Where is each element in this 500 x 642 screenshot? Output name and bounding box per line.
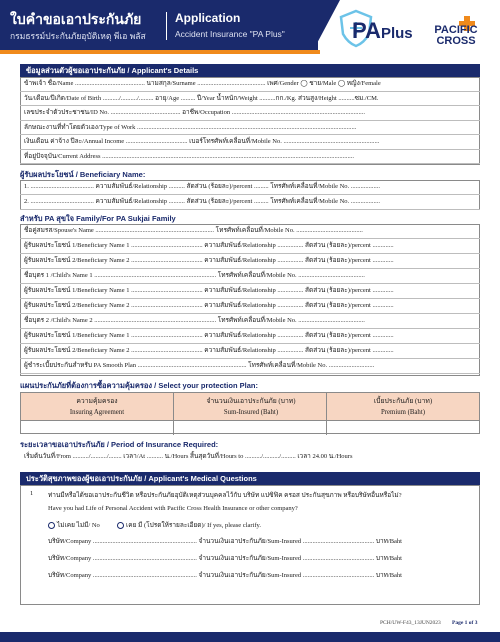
family-row-text: ผู้รับผลประโยชน์ 2/Beneficiary Name 2 ............................................ ความสัมพันธ์/Relationship ................ สัดส่วน (ร้อยละ)/percent ............. [24, 347, 394, 354]
family-spouse-row[interactable] [20, 224, 480, 239]
family-row-text: ชื่อบุตร 2 /Child's Name 2 ........................................................................... โทรศัพท์เคลื่อนที่/Mobile No. ......................................... [24, 317, 365, 324]
applicant-birth-row[interactable] [20, 92, 480, 107]
header [0, 0, 500, 68]
family-row[interactable] [20, 329, 480, 344]
family-title: สำหรับ PA สุขใจ Family/For PA Sukjai Family [20, 214, 176, 223]
question-english: Have you had Life of Personal Accident with Pacific Cross Health Insurance or other company? [48, 505, 298, 512]
period-row[interactable] [20, 450, 480, 465]
applicant-row-text: ข้าพเจ้า ชื่อ/Name ........................................... นามสกุล/Surname .......................................... เพศ/Gender ◯ ชาย/Male ◯ หญิง/Female [24, 80, 381, 87]
yes-label: เคย มี (โปรดให้รายละเอียด)/ If yes, please clarify. [126, 522, 261, 529]
plan-title: แผนประกันภัยที่ต้องการซื้อความคุ้มครอง / Select your protection Plan: [20, 381, 258, 390]
family-row-text: ชื่อบุตร 1 /Child's Name 1 ........................................................................... โทรศัพท์เคลื่อนที่/Mobile No. ......................................... [24, 272, 365, 279]
yes-radio-icon[interactable] [117, 522, 124, 529]
applicant-id-row[interactable] [20, 106, 480, 121]
company-row[interactable]: บริษัท/Company ................................................................ จำนวนเงินเอาประกันภัย/Sum-Insured ............................................ บาท/Baht [48, 538, 402, 545]
applicant-work-row[interactable] [20, 121, 480, 136]
logo-cross-text: CROSS [436, 35, 476, 47]
plan-col-divider [173, 393, 174, 435]
applicant-row-text: เลขประจำตัวประชาชน/ID No. ........................................... อาชีพ/Occupation .................................................................................. [24, 109, 365, 116]
plan-col1-thai: ความคุ้มครอง [76, 398, 118, 405]
applicant-name-row[interactable] [20, 77, 480, 92]
beneficiary-title: ผู้รับผลประโยชน์ / Beneficiary Name: [20, 170, 146, 179]
family-row-text: ผู้รับผลประโยชน์ 2/Beneficiary Name 2 ............................................ ความสัมพันธ์/Relationship ................ สัดส่วน (ร้อยละ)/percent ............. [24, 302, 394, 309]
plan-col2-english: Sum-Insured (Baht) [223, 409, 279, 416]
subtitle-thai: กรมธรรม์ประกันภัยอุบัติเหตุ พีเอ พลัส [10, 31, 146, 41]
subtitle-english: Accident Insurance "PA Plus" [175, 29, 285, 39]
medical-section-bar: ประวัติสุขภาพของผู้ขอเอาประกันภัย / Applicant's Medical Questions [20, 472, 480, 485]
logo-pa-text: PA [352, 18, 381, 43]
family-row-text: ผู้รับผลประโยชน์ 1/Beneficiary Name 1 ............................................ ความสัมพันธ์/Relationship ................ สัดส่วน (ร้อยละ)/percent ............. [24, 242, 394, 249]
plan-col1-english: Insuring Agreement [69, 409, 125, 416]
beneficiary-row-1[interactable] [20, 180, 480, 195]
family-payer-row[interactable] [20, 359, 480, 374]
form-code: PCH/UW-F43_13JUN2023 [380, 620, 441, 626]
family-row-text: ผู้รับผลประโยชน์ 1/Beneficiary Name 1 ............................................ ความสัมพันธ์/Relationship ................ สัดส่วน (ร้อยละ)/percent ............. [24, 332, 394, 339]
page-number: Page 1 of 3 [452, 620, 478, 626]
plan-col3-thai: เบี้ยประกันภัย (บาท) [373, 398, 433, 405]
applicant-address-row[interactable] [20, 150, 480, 165]
beneficiary-row-2[interactable] [20, 195, 480, 210]
family-row[interactable] [20, 299, 480, 314]
beneficiary-row-text: 2. ....................................... ความสัมพันธ์/Relationship .......... สัดส่วน (ร้อยละ)/percent ......... โทรศัพท์เคลื่อนที่/Mobile No. .................. [24, 198, 381, 205]
footer-band [0, 632, 500, 642]
applicant-section-bar: ข้อมูลส่วนตัวผู้ขอเอาประกันภัย / Applicant's Details [20, 64, 480, 77]
question-number: 1 [30, 490, 34, 497]
company-row[interactable]: บริษัท/Company ................................................................ จำนวนเงินเอาประกันภัย/Sum-Insured ............................................ บาท/Baht [48, 572, 402, 579]
family-row-text: ชื่อคู่สมรส/Spouse's Name ......................................................................... โทรศัพท์เคลื่อนที่/Mobile No. ......................................... [24, 227, 363, 234]
applicant-row-text: วัน/เดือน/ปีเกิด/Date of Birth ........../........../......... อายุ/Age ......... ปี/Year น้ำหนัก/Weight ..........กก./Kg. ส่วนสูง/Height ..........ซม./CM. [24, 94, 379, 102]
family-row[interactable] [20, 284, 480, 299]
family-row-text: ผู้รับผลประโยชน์ 2/Beneficiary Name 2 ............................................ ความสัมพันธ์/Relationship ................ สัดส่วน (ร้อยละ)/percent ............. [24, 257, 394, 264]
applicant-row-text: เงินเดือน ค่าจ้าง ปีละ/Annual Income ...................................... เบอร์โทรศัพท์เคลื่อนที่/Mobile No. ........................................................... [24, 138, 380, 145]
pa-plus-logo [352, 18, 413, 44]
pacific-cross-wordmark [421, 25, 491, 47]
applicant-row-text: ที่อยู่ปัจจุบัน/Current Address ........................................................................................................................................................... [24, 152, 355, 160]
question-thai: ท่านมีหรือได้ขอเอาประกันชีวิต หรือประกันภัยอุบัติเหตุส่วนบุคคลไว้กับ บริษัท แปซิฟิค ครอส ประกันสุขภาพ หรือบริษัทอื่นหรือไม่? [48, 492, 402, 499]
answer-options [48, 520, 261, 530]
period-row-text: เริ่มต้นวันที่/From ........../........../........ เวลา/At .......... น./Hours สิ้นสุดวันที่/Hours to ........../........../......... เวลา 24.00 น./Hours [24, 453, 353, 460]
title-thai: ใบคำขอเอาประกันภัย [10, 11, 142, 27]
title-english: Application [175, 11, 241, 25]
family-row-text: ผู้รับผลประโยชน์ 1/Beneficiary Name 1 ............................................ ความสัมพันธ์/Relationship ................ สัดส่วน (ร้อยละ)/percent ............. [24, 287, 394, 294]
applicant-income-row[interactable] [20, 135, 480, 150]
header-divider [166, 12, 167, 40]
applicant-row-text: ลักษณะงานที่ทำโดยตัวเอง/Type of Work ....................................................................................................................................... [24, 123, 357, 131]
plan-col3-english: Premium (Baht) [381, 409, 425, 416]
plan-table [20, 392, 480, 434]
family-row[interactable] [20, 344, 480, 359]
family-row[interactable] [20, 254, 480, 269]
period-title: ระยะเวลาขอเอาประกันภัย / Period of Insurance Required: [20, 440, 219, 449]
plan-col-divider [326, 393, 327, 435]
family-row-text: ผู้ชำระเบี้ยประกันสำหรับ PA Smooth Plan ................................................................... โทรศัพท์เคลื่อนที่/Mobile No. ............................ [24, 362, 375, 369]
family-child2-row[interactable] [20, 314, 480, 329]
logo-pacific-text: PACIFIC [434, 24, 478, 36]
family-row[interactable] [20, 239, 480, 254]
plan-col2-thai: จำนวนเงินเอาประกันภัย (บาท) [206, 398, 296, 405]
beneficiary-row-text: 1. ....................................... ความสัมพันธ์/Relationship .......... สัดส่วน (ร้อยละ)/percent ......... โทรศัพท์เคลื่อนที่/Mobile No. .................. [24, 183, 381, 190]
header-accent-stripe [0, 50, 320, 54]
no-radio-icon[interactable] [48, 522, 55, 529]
logo-plus-text: Plus [380, 25, 413, 42]
company-row[interactable]: บริษัท/Company ................................................................ จำนวนเงินเอาประกันภัย/Sum-Insured ............................................ บาท/Baht [48, 555, 402, 562]
family-child1-row[interactable] [20, 269, 480, 284]
no-label: ไม่เคย ไม่มี/ No [57, 522, 100, 529]
